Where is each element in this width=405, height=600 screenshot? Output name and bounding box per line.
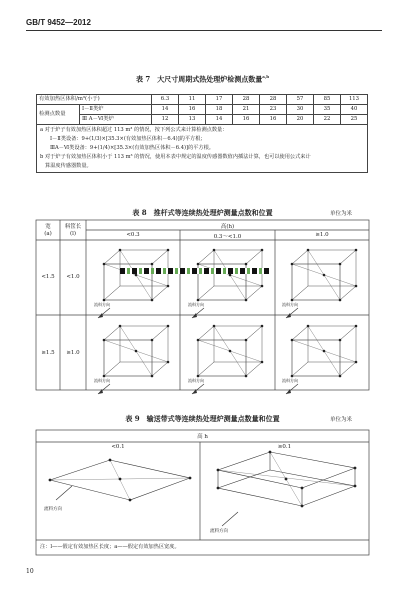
table7-class-name: Ⅲ A－Ⅵ类炉 bbox=[80, 115, 152, 125]
table-cell: 25 bbox=[341, 115, 368, 125]
table-cell: 16 bbox=[233, 115, 260, 125]
table-cell: 57 bbox=[287, 95, 314, 105]
table8-height-col: ≥1.0 bbox=[315, 232, 329, 238]
table-cell: 30 bbox=[287, 105, 314, 115]
table8-row-width: ≥1.5 bbox=[41, 350, 55, 356]
flow-direction-label: 流料方向 bbox=[44, 507, 62, 512]
table-cell: 20 bbox=[287, 115, 314, 125]
table9-height-header: 高 h bbox=[197, 434, 208, 440]
table-cell: 13 bbox=[179, 115, 206, 125]
table-cell: 21 bbox=[233, 105, 260, 115]
table-cell: 23 bbox=[260, 105, 287, 115]
table8-width-header: 宽 (a) bbox=[44, 224, 52, 237]
table-cell: 22 bbox=[314, 115, 341, 125]
table8-row-length: ≥1.0 bbox=[66, 350, 80, 356]
flow-direction-label: 流料方向 bbox=[282, 302, 298, 307]
note-line: Ⅰ－Ⅱ类设备：9+(1/3)×[35.3×(有效加热区体积－6.4)]的平方根； bbox=[50, 136, 206, 142]
table8-height-col: 0.3～<1.0 bbox=[213, 234, 242, 240]
table9-height-col: ≥0.1 bbox=[277, 444, 292, 450]
table-cell: 14 bbox=[152, 105, 179, 115]
table-cell: 85 bbox=[314, 95, 341, 105]
table9-height-col: <0.1 bbox=[111, 444, 125, 450]
table9-note: 注：l——假定有效加热区长度；a——假定有效加热区宽度。 bbox=[40, 544, 180, 550]
table-cell: 14 bbox=[206, 115, 233, 125]
flow-direction-label: 流料方向 bbox=[94, 302, 110, 307]
table7-count-label: 检测点数量 bbox=[37, 105, 80, 125]
table-cell: 35 bbox=[314, 105, 341, 115]
note-line: a 对于炉子有效加热区体积超过 113 m³ 的情况，按下列公式来计算检测点数量： bbox=[40, 127, 228, 133]
table8-length-header: 料筐长 (l) bbox=[64, 224, 82, 237]
flow-direction-label: 流料方向 bbox=[94, 378, 110, 383]
table-cell: 28 bbox=[233, 95, 260, 105]
table7-class-name: Ⅰ－Ⅱ类炉 bbox=[80, 105, 152, 115]
table8-height-header: 高(h) bbox=[220, 224, 235, 230]
table-cell: 40 bbox=[341, 105, 368, 115]
table8-row-width: <1.5 bbox=[41, 274, 55, 280]
table-cell: 18 bbox=[206, 105, 233, 115]
table8-unit: 单位为米 bbox=[330, 211, 353, 217]
table8-caption: 表 8 推杆式等连续热处理炉测量点数和位置 bbox=[132, 208, 273, 217]
table-cell: 16 bbox=[179, 105, 206, 115]
table8-height-col: <0.3 bbox=[126, 232, 140, 238]
note-line: ⅢA－Ⅵ类设备：9+(1/4)×[35.3×(有效加热区体积－6.4)]的平方根。 bbox=[50, 145, 214, 151]
table-cell: 113 bbox=[341, 95, 368, 105]
table-cell: 12 bbox=[152, 115, 179, 125]
flow-direction-label: 流料方向 bbox=[188, 378, 204, 383]
table7-volume-label: 有效加热区体积/m³(小于) bbox=[37, 95, 152, 105]
table-cell: 11 bbox=[179, 95, 206, 105]
table9-caption: 表 9 输送带式等连续热处理炉测量点数量和位置 bbox=[125, 414, 280, 423]
note-line: 算温度传感器数量。 bbox=[45, 163, 92, 169]
note-line: b 对于炉子有效加热区体积小于 113 m³ 的情况，使用本表中规定的温度传感器数值内插法计算，也可以使用公式来计 bbox=[40, 154, 311, 160]
table-cell: 16 bbox=[260, 115, 287, 125]
flow-direction-label: 流料方向 bbox=[210, 529, 228, 534]
table-cell: 17 bbox=[206, 95, 233, 105]
table-cell: 6.3 bbox=[152, 95, 179, 105]
page-number: 10 bbox=[26, 568, 34, 575]
flow-direction-label: 流料方向 bbox=[188, 302, 204, 307]
table7-caption: 表 7 大尺寸周期式热处理炉检测点数量$^{a,b}$ bbox=[135, 74, 270, 84]
flow-direction-label: 流料方向 bbox=[282, 378, 298, 383]
standard-code: GB/T 9452—2012 bbox=[26, 18, 91, 27]
table8-row-length: <1.0 bbox=[66, 274, 80, 280]
table-cell: 28 bbox=[260, 95, 287, 105]
table9-unit: 单位为米 bbox=[330, 417, 353, 423]
